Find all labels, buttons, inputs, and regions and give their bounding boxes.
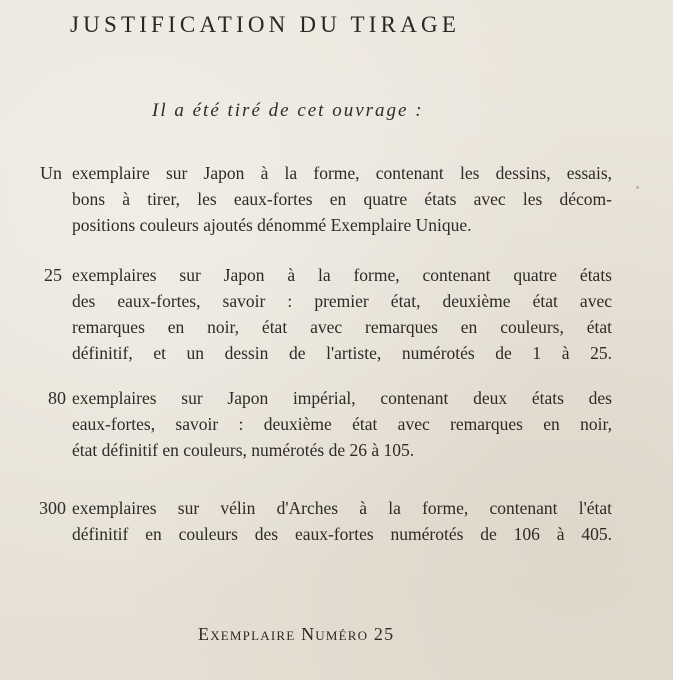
entry-line: exemplaires sur vélin d'Arches à la forme, contenant l'état: [72, 498, 612, 518]
entry-quantity: 80: [48, 388, 66, 408]
entry-line: remarques en noir, état avec remarques en couleurs, état: [72, 317, 612, 337]
subtitle: Il a été tiré de cet ouvrage :: [152, 100, 424, 121]
entry-line: définitif, et un dessin de l'artiste, numérotés de 1 à 25.: [72, 343, 612, 363]
entry-line: bons à tirer, les eaux-fortes en quatre états avec les décom-: [72, 189, 612, 209]
paper-speck: [636, 186, 639, 189]
entry-line: des eaux-fortes, savoir : premier état, deuxième état avec: [72, 291, 612, 311]
entry-line: positions couleurs ajoutés dénommé Exemplaire Unique.: [72, 215, 472, 235]
copy-number: Exemplaire Numéro 25: [198, 624, 395, 644]
entry-line: eaux-fortes, savoir : deuxième état avec remarques en noir,: [72, 414, 612, 434]
entry-line: état définitif en couleurs, numérotés de 26 à 105.: [72, 440, 415, 460]
entry-line: exemplaires sur Japon impérial, contenant deux états des: [72, 388, 612, 408]
entry-line: exemplaire sur Japon à la forme, contenant les dessins, essais,: [72, 163, 612, 183]
entry-line: exemplaires sur Japon à la forme, contenant quatre états: [72, 265, 612, 285]
page-title: JUSTIFICATION DU TIRAGE: [70, 12, 461, 37]
entry-line: définitif en couleurs des eaux-fortes numérotés de 106 à 405.: [72, 524, 612, 544]
entry-quantity: Un: [40, 163, 62, 183]
entry-quantity: 25: [44, 265, 62, 285]
entry-quantity: 300: [39, 498, 66, 518]
